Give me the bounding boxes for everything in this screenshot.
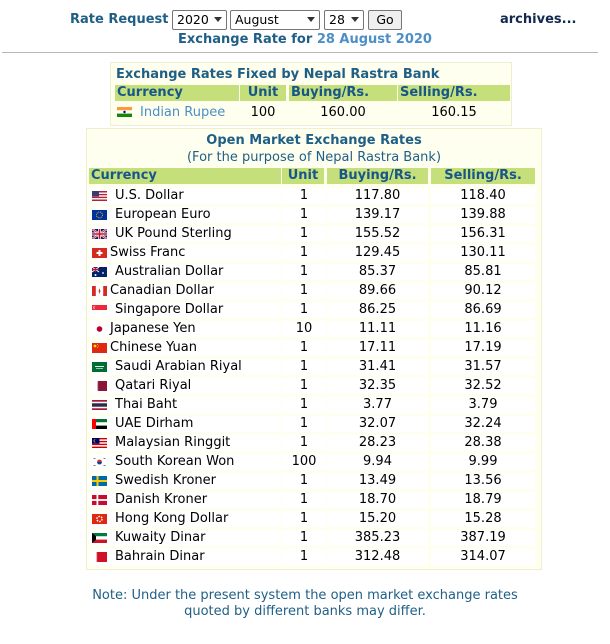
selling-cell: 11.16 <box>431 321 535 337</box>
unit-cell: 1 <box>282 245 326 261</box>
unit-cell: 1 <box>282 416 326 432</box>
nrb-selling: 160.15 <box>431 105 477 120</box>
currency-name: Swiss Franc <box>110 245 186 260</box>
unit-cell: 1 <box>282 473 326 489</box>
divider <box>2 52 598 53</box>
currency-cell <box>89 473 281 489</box>
selling-cell: 32.24 <box>431 416 535 432</box>
ca-flag-icon <box>92 286 107 296</box>
se-flag-icon <box>92 476 107 486</box>
note-text <box>0 588 610 620</box>
table-row <box>87 471 541 490</box>
currency-cell <box>89 321 281 337</box>
table-row <box>87 243 541 262</box>
currency-name: Australian Dollar <box>115 264 224 279</box>
day-select[interactable] <box>324 10 364 30</box>
eu-flag-icon <box>92 210 107 220</box>
currency-cell <box>89 378 281 394</box>
currency-cell <box>89 549 281 565</box>
kw-flag-icon <box>92 533 107 543</box>
buying-cell: 85.37 <box>327 264 428 280</box>
table-row <box>87 281 541 300</box>
currency-name: U.S. Dollar <box>115 188 184 203</box>
header-unit: Unit <box>240 85 286 101</box>
currency-name: Swedish Kroner <box>115 473 217 488</box>
selling-cell: 139.88 <box>431 207 535 223</box>
note-line-2: quoted by different banks may differ. <box>184 604 426 619</box>
nrb-buying: 160.00 <box>320 105 366 120</box>
table-row <box>87 509 541 528</box>
buying-cell: 32.35 <box>327 378 428 394</box>
currency-name: Japanese Yen <box>110 321 196 336</box>
currency-cell <box>89 207 281 223</box>
currency-cell <box>89 226 281 242</box>
currency-name: Canadian Dollar <box>110 283 214 298</box>
currency-name: South Korean Won <box>115 454 235 469</box>
buying-cell: 9.94 <box>327 454 428 470</box>
unit-cell: 1 <box>282 378 326 394</box>
archives-link[interactable]: archives... <box>500 12 577 27</box>
currency-name: UAE Dirham <box>115 416 194 431</box>
unit-cell: 1 <box>282 264 326 280</box>
selling-cell: 86.69 <box>431 302 535 318</box>
cn-flag-icon <box>92 343 107 353</box>
buying-cell: 139.17 <box>327 207 428 223</box>
currency-cell <box>89 397 281 413</box>
dk-flag-icon <box>92 495 107 505</box>
uk-flag-icon <box>92 229 107 239</box>
buying-cell: 18.70 <box>327 492 428 508</box>
selling-cell: 85.81 <box>431 264 535 280</box>
kr-flag-icon <box>92 457 107 467</box>
unit-cell: 1 <box>282 226 326 242</box>
selling-cell: 156.31 <box>431 226 535 242</box>
table-row <box>87 262 541 281</box>
rate-request-label: Rate Request <box>70 12 169 27</box>
unit-cell: 1 <box>282 283 326 299</box>
table-row <box>87 319 541 338</box>
unit-cell: 1 <box>282 397 326 413</box>
unit-cell: 1 <box>282 492 326 508</box>
table-row <box>87 490 541 509</box>
open-market-title: Open Market Exchange Rates <box>206 133 422 148</box>
selling-cell: 13.56 <box>431 473 535 489</box>
exchange-rate-date-heading <box>0 32 610 47</box>
nrb-fixed-rates-table <box>110 62 512 126</box>
us-flag-icon <box>92 191 107 201</box>
sg-flag-icon <box>92 305 107 315</box>
buying-cell: 17.11 <box>327 340 428 356</box>
header-currency: Currency <box>115 85 239 101</box>
currency-name: Danish Kroner <box>115 492 208 507</box>
header-unit: Unit <box>282 168 324 184</box>
year-select[interactable] <box>172 10 227 30</box>
selling-cell: 17.19 <box>431 340 535 356</box>
table-row <box>87 205 541 224</box>
buying-cell: 312.48 <box>327 549 428 565</box>
open-market-rates-table <box>86 128 542 570</box>
table-row <box>87 547 541 566</box>
buying-cell: 117.80 <box>327 188 428 204</box>
unit-cell: 1 <box>282 549 326 565</box>
go-button[interactable]: Go <box>368 10 402 30</box>
sa-flag-icon <box>92 362 107 372</box>
buying-cell: 32.07 <box>327 416 428 432</box>
india-flag-icon <box>117 107 132 117</box>
au-flag-icon <box>92 267 107 277</box>
currency-name: Thai Baht <box>115 397 178 412</box>
month-select[interactable] <box>230 10 320 30</box>
table-row <box>87 357 541 376</box>
buying-cell: 13.49 <box>327 473 428 489</box>
ae-flag-icon <box>92 419 107 429</box>
currency-cell <box>89 454 281 470</box>
currency-cell <box>89 283 281 299</box>
unit-cell: 1 <box>282 435 326 451</box>
currency-name: Kuwaity Dinar <box>115 530 206 545</box>
currency-cell <box>89 302 281 318</box>
exchange-rate-for-label: Exchange Rate for <box>178 32 313 47</box>
table-row <box>87 338 541 357</box>
ch-flag-icon <box>92 248 107 258</box>
currency-name: Hong Kong Dollar <box>115 511 229 526</box>
nrb-table-title: Exchange Rates Fixed by Nepal Rastra Bank <box>116 67 440 82</box>
chevron-down-icon <box>214 17 222 22</box>
header-selling: Selling/Rs. <box>431 168 535 184</box>
currency-name: Bahrain Dinar <box>115 549 205 564</box>
currency-cell <box>89 435 281 451</box>
unit-cell: 1 <box>282 530 326 546</box>
currency-cell <box>89 188 281 204</box>
currency-cell <box>89 245 281 261</box>
unit-cell: 1 <box>282 207 326 223</box>
buying-cell: 3.77 <box>327 397 428 413</box>
selling-cell: 31.57 <box>431 359 535 375</box>
selling-cell: 18.79 <box>431 492 535 508</box>
currency-cell <box>89 492 281 508</box>
unit-cell: 1 <box>282 511 326 527</box>
buying-cell: 28.23 <box>327 435 428 451</box>
unit-cell: 1 <box>282 340 326 356</box>
table-row <box>87 395 541 414</box>
unit-cell: 100 <box>282 454 326 470</box>
currency-name: Qatari Riyal <box>115 378 192 393</box>
jp-flag-icon <box>92 324 107 334</box>
currency-name: UK Pound Sterling <box>115 226 232 241</box>
buying-cell: 86.25 <box>327 302 428 318</box>
table-row <box>87 186 541 205</box>
selling-cell: 130.11 <box>431 245 535 261</box>
bh-flag-icon <box>92 552 107 562</box>
currency-cell <box>89 530 281 546</box>
table-row <box>87 414 541 433</box>
buying-cell: 31.41 <box>327 359 428 375</box>
hk-flag-icon <box>92 514 107 524</box>
selling-cell: 9.99 <box>431 454 535 470</box>
buying-cell: 11.11 <box>327 321 428 337</box>
selling-cell: 387.19 <box>431 530 535 546</box>
selling-cell: 28.38 <box>431 435 535 451</box>
table-row <box>87 224 541 243</box>
table-row <box>87 376 541 395</box>
header-buying: Buying/Rs. <box>289 85 397 101</box>
year-value: 2020 <box>177 12 209 27</box>
table-row <box>87 452 541 471</box>
currency-name: European Euro <box>115 207 211 222</box>
rate-request-bar <box>0 8 610 34</box>
month-value: August <box>235 12 279 27</box>
selling-cell: 90.12 <box>431 283 535 299</box>
selling-cell: 32.52 <box>431 378 535 394</box>
nrb-unit: 100 <box>250 105 276 120</box>
open-market-subtitle: (For the purpose of Nepal Rastra Bank) <box>186 150 442 165</box>
table-row <box>87 300 541 319</box>
currency-cell <box>89 359 281 375</box>
selected-date: 28 August 2020 <box>316 32 432 47</box>
currency-name: Singapore Dollar <box>115 302 224 317</box>
selling-cell: 3.79 <box>431 397 535 413</box>
chevron-down-icon <box>351 17 359 22</box>
buying-cell: 89.66 <box>327 283 428 299</box>
buying-cell: 385.23 <box>327 530 428 546</box>
selling-cell: 118.40 <box>431 188 535 204</box>
nrb-currency-name[interactable]: Indian Rupee <box>140 105 226 120</box>
unit-cell: 10 <box>282 321 326 337</box>
currency-name: Saudi Arabian Riyal <box>115 359 242 374</box>
currency-cell <box>89 511 281 527</box>
table-row <box>87 433 541 452</box>
buying-cell: 129.45 <box>327 245 428 261</box>
qa-flag-icon <box>92 381 107 391</box>
unit-cell: 1 <box>282 302 326 318</box>
buying-cell: 155.52 <box>327 226 428 242</box>
header-currency: Currency <box>89 168 281 184</box>
currency-cell <box>89 340 281 356</box>
table-row <box>87 528 541 547</box>
th-flag-icon <box>92 400 107 410</box>
day-value: 28 <box>329 12 345 27</box>
currency-cell <box>89 264 281 280</box>
currency-name: Malaysian Ringgit <box>115 435 231 450</box>
my-flag-icon <box>92 438 107 448</box>
header-selling: Selling/Rs. <box>398 85 510 101</box>
chevron-down-icon <box>307 17 315 22</box>
unit-cell: 1 <box>282 188 326 204</box>
currency-name: Chinese Yuan <box>110 340 197 355</box>
selling-cell: 15.28 <box>431 511 535 527</box>
unit-cell: 1 <box>282 359 326 375</box>
buying-cell: 15.20 <box>327 511 428 527</box>
selling-cell: 314.07 <box>431 549 535 565</box>
note-line-1: Note: Under the present system the open market exchange rates <box>92 588 518 603</box>
currency-cell <box>89 416 281 432</box>
header-buying: Buying/Rs. <box>327 168 428 184</box>
